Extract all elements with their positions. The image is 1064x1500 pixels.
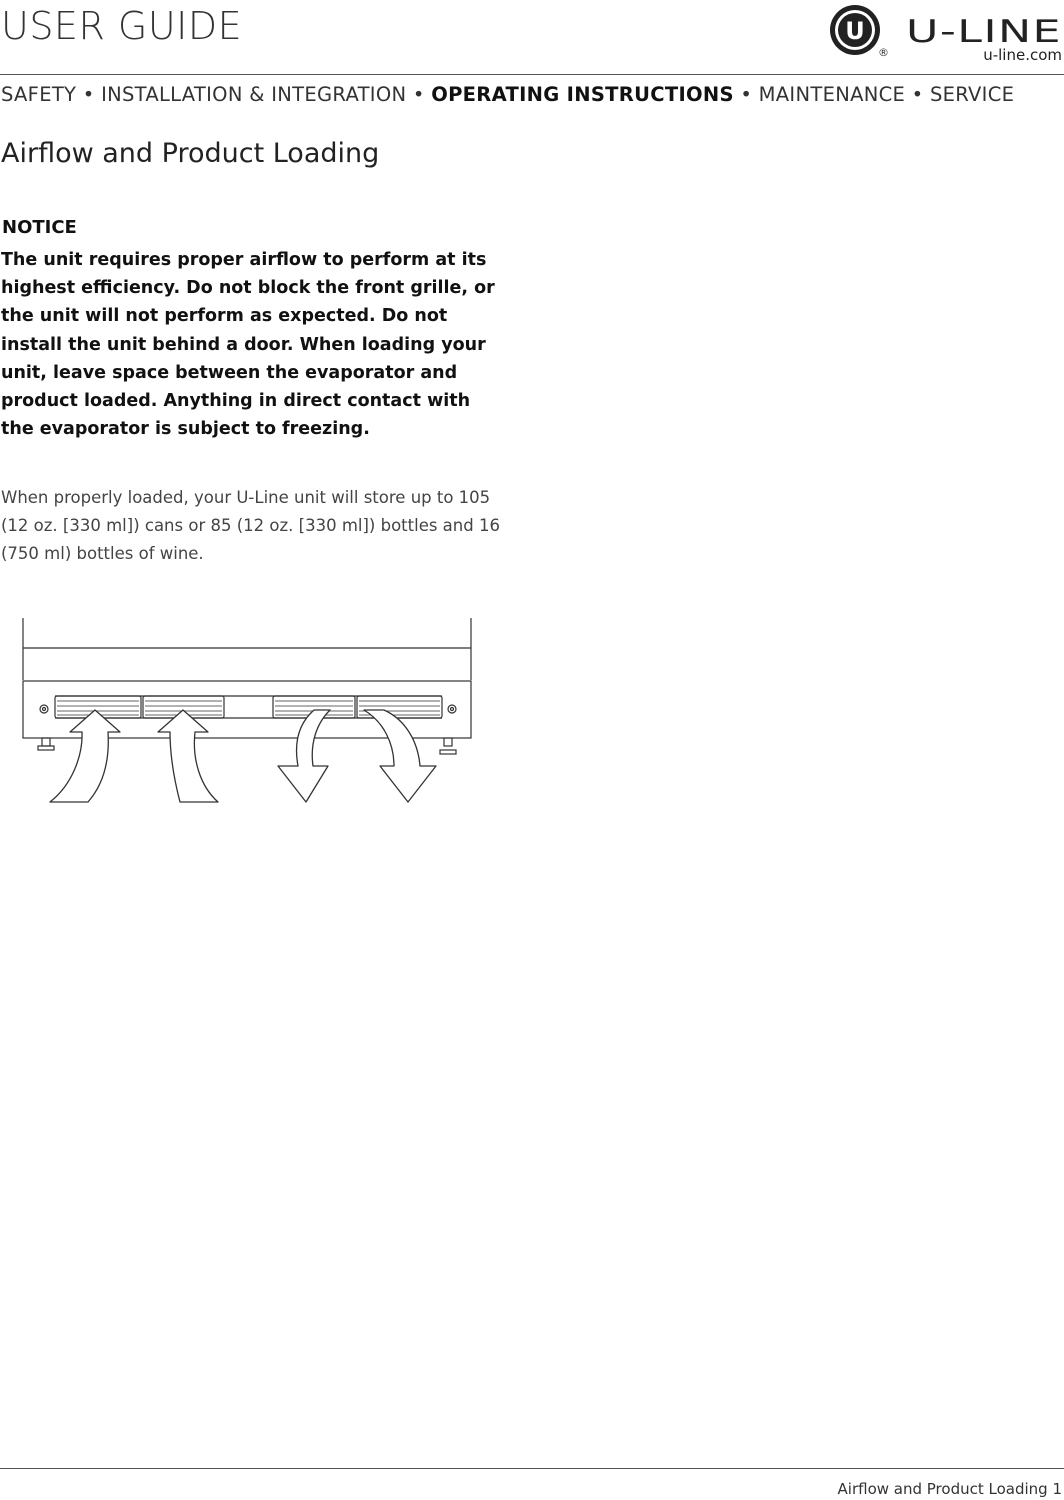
- section-title: Airflow and Product Loading: [1, 138, 380, 169]
- footer-page-label: Airflow and Product Loading 1: [837, 1480, 1062, 1498]
- airflow-illustration: [18, 614, 478, 808]
- exhaust-arrow-2: [364, 710, 436, 802]
- footer-divider: [0, 1468, 1064, 1469]
- nav-item-safety[interactable]: SAFETY: [1, 83, 77, 106]
- intake-arrow-1: [50, 710, 120, 802]
- nav-separator: •: [82, 83, 95, 106]
- document-title: USER GUIDE: [1, 4, 243, 48]
- brand-wordmark: U-LINE: [906, 14, 1062, 50]
- nav-separator: •: [740, 83, 753, 106]
- notice-body: The unit requires proper airflow to perform at its highest efficiency. Do not block the front grille, or the unit will not perform as expected. Do not install the unit behind a door. When loading your unit, leave space between the evaporator and product loaded. Anything in direct contact with the evaporator is subject to freezing.: [1, 250, 495, 440]
- nav-item-installation[interactable]: INSTALLATION & INTEGRATION: [101, 83, 407, 106]
- website-label: u-line.com: [983, 46, 1062, 64]
- nav-separator: •: [412, 83, 425, 106]
- registered-mark: ®: [878, 46, 889, 59]
- nav-item-service[interactable]: SERVICE: [929, 83, 1015, 106]
- section-breadcrumb: [1, 83, 1064, 106]
- capacity-paragraph: When properly loaded, your U-Line unit will store up to 105 (12 oz. [330 ml]) cans or 85 (12 oz. [330 ml]) bottles and 16 (750 ml) bottles of wine.: [1, 488, 500, 563]
- header-divider: [0, 74, 1064, 75]
- nav-separator: •: [911, 83, 924, 106]
- intake-arrow-2: [158, 710, 218, 802]
- nav-item-maintenance[interactable]: MAINTENANCE: [758, 83, 906, 106]
- front-grille-airflow-diagram: [18, 614, 478, 808]
- logo-emblem-letter: U: [845, 17, 865, 45]
- notice-heading: NOTICE: [2, 217, 77, 238]
- nav-item-operating-instructions[interactable]: OPERATING INSTRUCTIONS: [431, 83, 734, 106]
- exhaust-arrow-1: [278, 710, 330, 802]
